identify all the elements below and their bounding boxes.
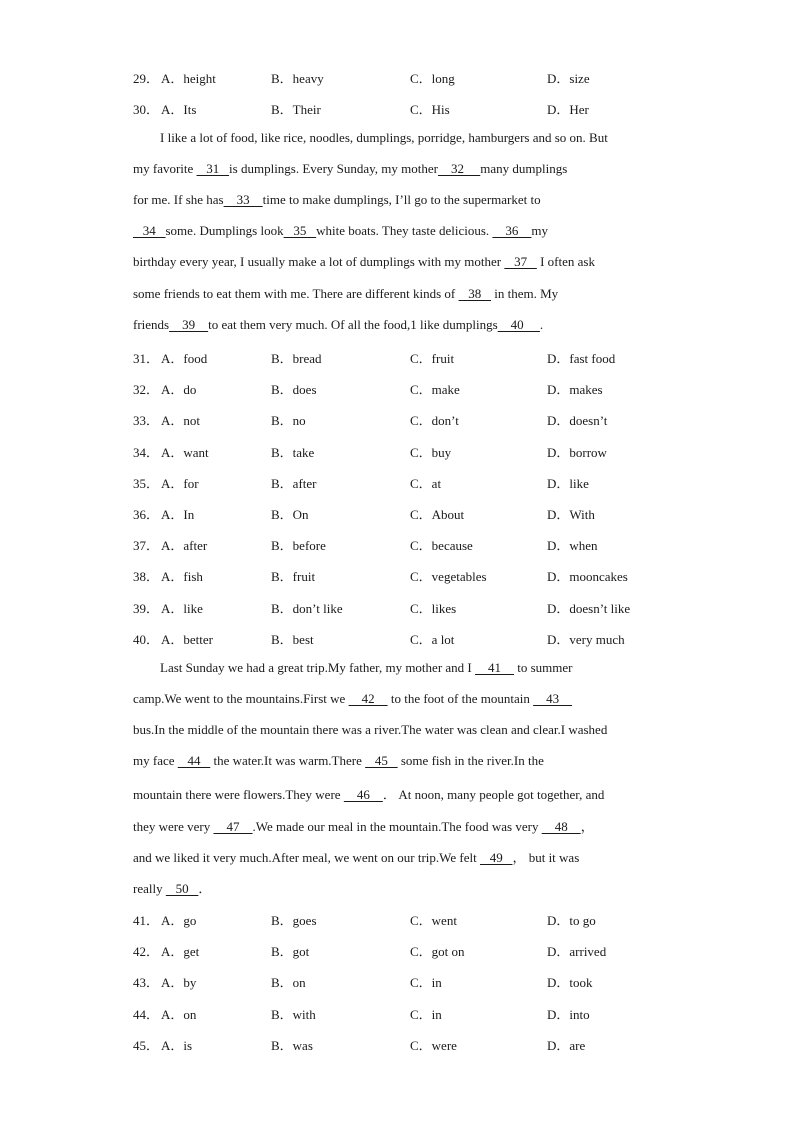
passage-line <box>133 254 663 274</box>
question-number: 45． <box>133 1038 160 1053</box>
option-c: C．got on <box>410 944 465 959</box>
question-options-row <box>133 535 693 555</box>
question-number: 34． <box>133 445 160 460</box>
passage-line <box>133 161 663 181</box>
option-a: A．Its <box>161 102 197 117</box>
option-b: B．goes <box>271 913 317 928</box>
option-d: D．are <box>547 1038 586 1053</box>
option-a: A．better <box>161 632 213 647</box>
passage-text: to eat them very much. Of all the food,1 like dumplings <box>208 317 498 332</box>
passage-text: .We made our meal in the mountain.The food was very <box>252 819 542 834</box>
question-number: 30． <box>133 102 160 117</box>
question-options-row <box>133 68 693 88</box>
passage-text: bus.In the middle of the mountain there was a river.The water was clean and clear.I washed <box>133 722 608 737</box>
passage-text: to summer <box>514 660 573 675</box>
passage-text: ． <box>198 881 212 896</box>
option-b: B．before <box>271 538 326 553</box>
passage-text: the water.It was warm.There <box>210 753 366 768</box>
option-d: D．fast food <box>547 351 616 366</box>
question-options-row <box>133 910 693 930</box>
option-a: A．after <box>161 538 208 553</box>
option-c: C．at <box>410 476 442 491</box>
option-d: D．With <box>547 507 595 522</box>
passage-line <box>133 317 663 337</box>
passage-line <box>133 816 663 836</box>
question-number: 43． <box>133 975 160 990</box>
blank-44: 44 <box>177 753 211 768</box>
blank-46: 46 <box>343 787 383 802</box>
question-options-row <box>133 972 693 992</box>
option-a: A．on <box>161 1007 197 1022</box>
passage-text: white boats. They taste delicious. <box>316 223 493 238</box>
question-number: 33． <box>133 413 160 428</box>
option-b: B．fruit <box>271 569 316 584</box>
option-b: B．don’t like <box>271 601 343 616</box>
option-d: D．Her <box>547 102 589 117</box>
option-b: B．got <box>271 944 310 959</box>
passage-text: I often ask <box>536 254 595 269</box>
option-a: A．not <box>161 413 201 428</box>
blank-40: 40 <box>497 317 540 332</box>
question-options-row <box>133 504 693 524</box>
option-c: C．were <box>410 1038 457 1053</box>
blank-34: 34 <box>133 223 166 238</box>
option-b: B．was <box>271 1038 313 1053</box>
passage-line <box>133 878 663 898</box>
question-options-row <box>133 442 693 462</box>
question-options-row <box>133 99 693 119</box>
question-options-row <box>133 348 693 368</box>
option-c: C．in <box>410 975 442 990</box>
option-c: C．vegetables <box>410 569 487 584</box>
option-d: D．borrow <box>547 445 607 460</box>
passage-text: camp.We went to the mountains.First we <box>133 691 349 706</box>
passage-line <box>133 847 663 867</box>
option-c: C．make <box>410 382 460 397</box>
option-b: B．best <box>271 632 314 647</box>
blank-36: 36 <box>492 223 532 238</box>
blank-50: 50 <box>165 881 199 896</box>
passage-text: in them. My <box>491 286 559 301</box>
passage-text: friends <box>133 317 170 332</box>
passage-line <box>133 192 663 212</box>
option-c: C．went <box>410 913 457 928</box>
passage-text: some friends to eat them with me. There are different kinds of <box>133 286 459 301</box>
blank-31: 31 <box>196 161 230 176</box>
question-options-row <box>133 1035 693 1055</box>
question-options-row <box>133 629 693 649</box>
option-c: C．long <box>410 71 455 86</box>
option-d: D．very much <box>547 632 625 647</box>
option-d: D．when <box>547 538 598 553</box>
blank-32: 32 <box>438 161 481 176</box>
passage-text: my <box>531 223 549 238</box>
question-number: 36． <box>133 507 160 522</box>
passage-text: ． At noon, many people got together, and <box>382 787 605 802</box>
blank-41: 41 <box>475 660 514 675</box>
passage-text: ， <box>580 819 594 834</box>
passage-text: they were very <box>133 819 214 834</box>
option-c: C．because <box>410 538 473 553</box>
passage-text: some fish in the river.In the <box>397 753 544 768</box>
question-number: 37． <box>133 538 160 553</box>
option-b: B．bread <box>271 351 322 366</box>
passage-text: I like a lot of food, like rice, noodles, dumplings, porridge, hamburgers and so on. But <box>160 130 608 145</box>
option-d: D．size <box>547 71 590 86</box>
passage-line <box>133 753 663 773</box>
option-a: A．like <box>161 601 203 616</box>
option-d: D．into <box>547 1007 590 1022</box>
blank-49: 49 <box>479 850 513 865</box>
blank-43: 43 <box>533 691 573 706</box>
option-d: D．like <box>547 476 589 491</box>
passage-line <box>133 223 663 243</box>
option-b: B．on <box>271 975 306 990</box>
option-d: D．makes <box>547 382 603 397</box>
passage-text: is dumplings. Every Sunday, my mother <box>229 161 438 176</box>
option-a: A．for <box>161 476 199 491</box>
option-d: D．doesn’t like <box>547 601 631 616</box>
passage-text: Last Sunday we had a great trip.My father, my mother and I <box>160 660 475 675</box>
blank-47: 47 <box>213 819 253 834</box>
option-b: B．take <box>271 445 315 460</box>
option-b: B．does <box>271 382 317 397</box>
question-options-row <box>133 1004 693 1024</box>
question-options-row <box>133 566 693 586</box>
option-a: A．get <box>161 944 200 959</box>
passage-text: to the foot of the mountain <box>387 691 534 706</box>
question-options-row <box>133 410 693 430</box>
blank-48: 48 <box>541 819 581 834</box>
blank-38: 38 <box>458 286 492 301</box>
option-a: A．food <box>161 351 208 366</box>
question-number: 42． <box>133 944 160 959</box>
question-number: 38． <box>133 569 160 584</box>
question-number: 35． <box>133 476 160 491</box>
option-b: B．with <box>271 1007 316 1022</box>
option-c: C．in <box>410 1007 442 1022</box>
option-b: B．On <box>271 507 309 522</box>
passage-text: and we liked it very much.After meal, we went on our trip.We felt <box>133 850 480 865</box>
option-c: C．His <box>410 102 450 117</box>
passage-text: time to make dumplings, I’ll go to the supermarket to <box>262 192 541 207</box>
question-number: 40． <box>133 632 160 647</box>
passage-text: really <box>133 881 166 896</box>
passage-line <box>160 130 690 150</box>
question-number: 44． <box>133 1007 160 1022</box>
passage-text: birthday every year, I usually make a lot of dumplings with my mother <box>133 254 505 269</box>
passage-text: my favorite <box>133 161 197 176</box>
option-d: D．arrived <box>547 944 607 959</box>
question-number: 29． <box>133 71 160 86</box>
option-d: D．mooncakes <box>547 569 628 584</box>
option-d: D．took <box>547 975 593 990</box>
option-a: A．In <box>161 507 195 522</box>
option-c: C．likes <box>410 601 457 616</box>
option-b: B．Their <box>271 102 321 117</box>
option-a: A．is <box>161 1038 193 1053</box>
option-d: D．to go <box>547 913 596 928</box>
option-a: A．go <box>161 913 197 928</box>
question-options-row <box>133 473 693 493</box>
passage-line <box>133 722 663 742</box>
passage-text: ， but it was <box>512 850 580 865</box>
option-d: D．doesn’t <box>547 413 608 428</box>
passage-text: some. Dumplings look <box>165 223 284 238</box>
blank-42: 42 <box>348 691 388 706</box>
passage-text: . <box>539 317 544 332</box>
blank-45: 45 <box>365 753 398 768</box>
question-number: 41． <box>133 913 160 928</box>
question-options-row <box>133 598 693 618</box>
question-number: 39． <box>133 601 160 616</box>
question-number: 31． <box>133 351 160 366</box>
option-c: C．About <box>410 507 465 522</box>
option-a: A．fish <box>161 569 203 584</box>
option-a: A．height <box>161 71 216 86</box>
question-options-row <box>133 379 693 399</box>
passage-text: mountain there were flowers.They were <box>133 787 344 802</box>
option-a: A．want <box>161 445 209 460</box>
blank-39: 39 <box>169 317 209 332</box>
blank-33: 33 <box>223 192 263 207</box>
passage-text: for me. If she has <box>133 192 224 207</box>
passage-line <box>133 286 663 306</box>
passage-line <box>160 660 690 680</box>
question-number: 32． <box>133 382 160 397</box>
blank-37: 37 <box>504 254 537 269</box>
option-a: A．by <box>161 975 197 990</box>
option-b: B．no <box>271 413 306 428</box>
option-b: B．after <box>271 476 317 491</box>
option-c: C．a lot <box>410 632 455 647</box>
question-options-row <box>133 941 693 961</box>
option-a: A．do <box>161 382 197 397</box>
passage-text: many dumplings <box>480 161 568 176</box>
option-c: C．buy <box>410 445 452 460</box>
option-c: C．fruit <box>410 351 455 366</box>
passage-text: my face <box>133 753 178 768</box>
blank-35: 35 <box>283 223 317 238</box>
passage-line <box>133 691 663 711</box>
option-c: C．don’t <box>410 413 459 428</box>
passage-line <box>133 784 663 804</box>
option-b: B．heavy <box>271 71 324 86</box>
